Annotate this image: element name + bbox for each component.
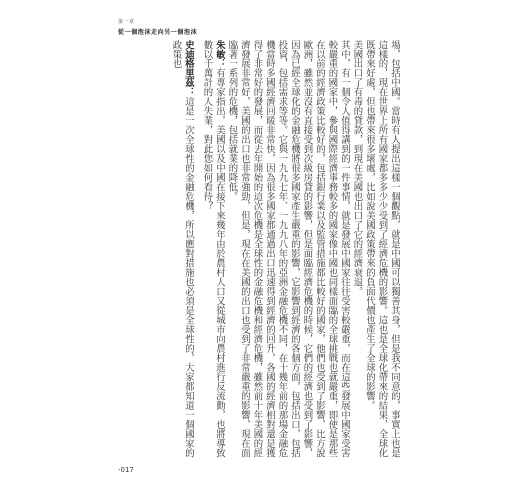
speaker-label-interviewee: 史迪格里茲：	[183, 40, 194, 97]
chapter-label: 第一章	[118, 19, 135, 25]
vertical-text-body	[120, 40, 400, 460]
body-paragraph: 美國出口了有毒的貸款，到現在美國也出口了它的經濟衰退。	[351, 40, 363, 297]
page-number: -017	[118, 466, 134, 474]
body-paragraph: 場，包括中國。當時有人提出這樣一個觀點，就是中國可以獨善其身，但是我不同意的，事實上也是這樣的，現在世界上所有國家都多多少少受到了經濟危機的影響。這也是全球化帶來的結果，全球化既帶來好處，但也帶來很多壞處，比如說美國政策帶來的負面代價也產生了全球的影響。	[364, 40, 400, 458]
question-text: 有專家指出，美國以及中國在接下來幾年由於農村人口又從城市向農村進行反流動，也將導致數以千萬計的人失業，對此您如何看待？	[201, 40, 225, 458]
body-paragraph: 其中，有一個令人值得講到的一件事情，就是發展中國家往往受害較嚴重，而在這些發展中國家受害較嚴重的國家中，參與國際經濟事務較多的國家像中國也同樣面臨的全球挑戰也就嚴重，即使是那些在以前的經濟政策比較好的，包括銀行業以及監管措施都比較好的國家，他們也受到了影響，比方說歐洲，雖然並沒有直接受到次級房貸的影響，但是面臨經濟危機的時候，它們的經濟也受到了影響，因為已經全球化的金融危機將很多國家產生嚴重的影響，它影響到經濟的各個方面，包括出口，包括投資，包括需求等等。它與一九九七年、一九九八年的亞洲金融危機不同，在十幾年前的那場金融危機當時多國經濟回暖非常快，因為很多國家都通過出口迅速得到經濟的回升，各國的經濟相對還是獲得了非常好的發展，而從去年開始的這次危機是全球性的金融危機和經濟危機，雖然前十年美國的經濟發展非常好，美國的出口也非常強勁，但是，現在在美國的出口也受到了非常嚴重的影響，現在面臨著一系列的危機，包括就業的降低。	[226, 40, 350, 458]
answer-text: 這是一次全球性的金融危機，所以應對措施也必須是全球性的，大家都知道一個國家的政策也	[170, 40, 194, 458]
speaker-label-interviewer: 朱敏：	[214, 40, 225, 69]
interview-answer	[169, 40, 194, 460]
chapter-title: 從一個泡沫走向另一個泡沫	[118, 29, 198, 36]
interview-question	[200, 40, 225, 460]
page-header	[118, 18, 238, 36]
